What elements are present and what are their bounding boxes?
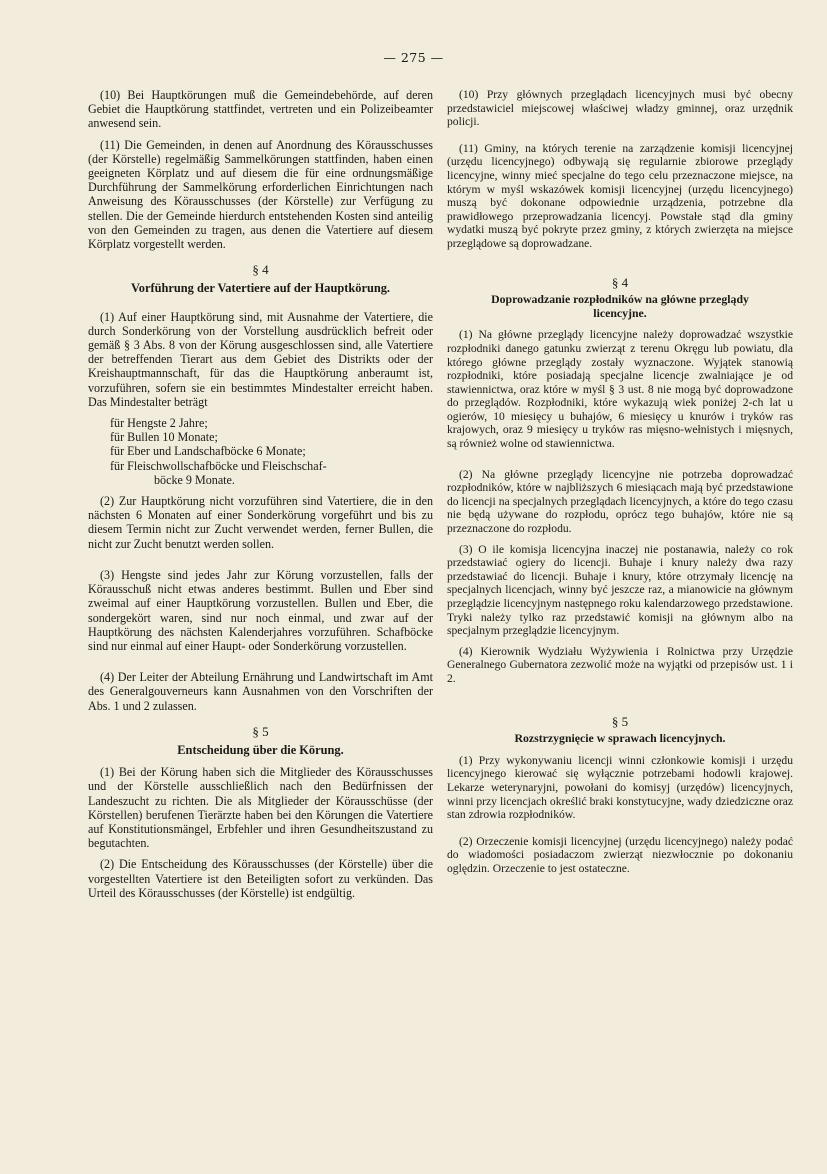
section-5-paragraph-2-pl: (2) Orzeczenie komisji licencyjnej (urzędu licencyjnego) należy podać do wiadomości posiadaczom zwierząt niezwłocznie po dokonaniu oględzin. Orzeczenie to jest ostateczne. [447,834,793,875]
section-5-paragraph-2: (2) Die Entscheidung des Körausschusses (der Körstelle) über die vorgestellten Vatertiere ist den Beteiligten sofort zu verkünden. Das Urteil des Körausschusses (der Körstelle) ist endgültig. [88,857,433,900]
section-5-paragraph-1: (1) Bei der Körung haben sich die Mitglieder des Körausschusses und der Körstelle ausschließlich nach den Bedürfnissen der Landeszucht zu richten. Die als Mitglieder der Körausschüsse (der Körstellen) berufenen Tierärzte haben bei den Körungen die Vatertiere auf Konstitutionsmängel, Erbfehler und ihren Gesundheitszustand zu begutachten. [88,765,433,851]
section-4-title-pl: Doprowadzanie rozpłodników na główne przeglądy licencyjne. [491,292,749,320]
age-item-boars: für Eber und Landschafböcke 6 Monate; [110,444,306,459]
section-4-title: Vorführung der Vatertiere auf der Hauptkörung. [130,281,391,296]
section-4-paragraph-1: (1) Auf einer Hauptkörung sind, mit Ausnahme der Vatertiere, die durch Sonderkörung von der Vorstellung ausdrücklich befreit oder gemäß § 3 Abs. 8 von der Körung ausgeschlossen sind, alle Vatertiere der betreffenden Tierart aus dem Gebiet des Distrikts oder der Kreishauptmannschaft, für das die Hauptkörung anberaumt ist, vorzuführen, sofern sie ein bestimmtes Mindestalter erreicht haben. Das Mindestalter beträgt [88,309,433,409]
section-4-paragraph-4-pl: (4) Kierownik Wydziału Wyżywienia i Rolnictwa przy Urzędzie Generalnego Gubernatora zezwolić może na wyjątki od przepisów ust. 1 i 2. [447,644,793,685]
paragraph-11: (11) Die Gemeinden, in denen auf Anordnung des Körausschusses (der Körstelle) regelmäßig Sammelkörungen stattfinden, haben einen geeigneten Körplatz und auf diesem die für eine ordnungsmäßige Durchführung der Sammelkörung erforderlichen Einrichtungen nach Anweisung des Körausschusses (der Körstelle) zur Verfügung zu stellen. Die der Gemeinde hierdurch entstehenden Kosten sind anteilig von den Gemeinden zu tragen, aus denen die Vatertiere auf diesem Körplatz vorgestellt werden. [88,137,433,252]
age-item-stallions: für Hengste 2 Jahre; [110,416,208,431]
paragraph-10: (10) Bei Hauptkörungen muß die Gemeindebehörde, auf deren Gebiet die Hauptkörung stattfindet, vertreten und ein Polizeibeamter anwesend sein. [88,88,433,131]
section-5-title-pl: Rozstrzygnięcie w sprawach licencyjnych. [514,731,726,746]
section-5-number-pl: § 5 [611,713,629,729]
paragraph-11-pl: (11) Gminy, na których terenie na zarządzenie komisji licencyjnej (urzędu licencyjnego) odbywają się regularnie zbiorowe przeglądy licencyjne, winny mieć specjalne do tego celu przeznaczone miejsce, na którym w myśl wskazówek komisji licencyjnej (urzędu licencyjnego) muszą być dokonane odpowiednie urządzenia, potrzebne dla prawidłowego przeprowadzania licencyj. Powstałe stąd dla gminy wydatki muszą być pokryte przez gminy, z których zwierzęta na miejsce przeglądowe są doprowadzane. [447,141,793,250]
german-column [88,88,433,907]
section-5-paragraph-1-pl: (1) Przy wykonywaniu licencji winni członkowie komisji i urzędu licencyjnego kierować się wyłącznie potrzebami hodowli krajowej. Lekarze weterynaryjni, powołani do komisyj (urzędów) licencyjnych, winni przy licencjach określić braki konstytucyjne, wady dziedziczne oraz stan zdrowia rozpłodników. [447,753,793,822]
page-number: — 275 — [383,50,444,65]
section-4-paragraph-2: (2) Zur Hauptkörung nicht vorzuführen sind Vatertiere, die in den nächsten 6 Monaten auf einer Sonderkörung vorgeführt und bis zu diesem Termin nicht zur Zucht verwendet werden, ferner Bullen, die nicht zur Zucht benutzt werden sollen. [88,494,433,551]
age-item-rams-continued: böcke 9 Monate. [154,472,235,487]
section-4-number: § 4 [252,262,269,278]
section-4-number-pl: § 4 [611,274,629,290]
age-item-rams: für Fleischwollschafböcke und Fleischschaf- [110,458,327,473]
paragraph-10-pl: (10) Przy głównych przeglądach licencyjnych musi być obecny przedstawiciel miejscowej właściwej władzy gminnej, oraz urzędnik policji. [447,88,793,129]
section-4-paragraph-2-pl: (2) Na główne przeglądy licencyjne nie potrzeba doprowadzać rozpłodników, które w najbliższych 6 miesiącach mają być przedstawione do licencji na specjalnych przeglądach licencyjnych, a które do tego czasu nie będą używane do rozpłodu, oprócz tego buhajów, które nie są przeznaczone do rozpłodu. [447,467,793,536]
polish-column [447,88,793,883]
section-4-paragraph-3-pl: (3) O ile komisja licencyjna inaczej nie postanawia, należy co rok przedstawiać ogiery do licencji. Buhaje i knury należy dwa razy przedstawiać do licencji. Buhaje i knury, które otrzymały licencję na specjalnych licencjach, winny być jeszcze raz, a mianowicie na głównym przeglądzie licencyjnym następnego roku kalendarzowego przedstawione. Tryki należy tylko raz przedstawić komisji na głównym albo na specjalnym przeglądzie licencyjnym. [447,542,793,638]
section-5-number: § 5 [252,723,269,739]
section-4-paragraph-1-pl: (1) Na główne przeglądy licencyjne należy doprowadzać wszystkie rozpłodniki danego gatunku zwierząt z terenu Okręgu lub powiatu, dla którego główne przeglądy zostały wyznaczone. Wyjątek stanowią rozpłodniki, które posiadają specjalne licencje zwalniające je od stawiennictwa, oraz które w myśl § 3 ust. 8 nie mogą być doprowadzone do przeglądów. Rozpłodniki, które wykazują wiek poniżej 2-ch lat u ogierów, 10 miesięcy u buhajów, 6 miesięcy u knurów i tryków ras krajowych, oraz 9 miesięcy u tryków ras mięsno-wełnistych i mięsnych, są również wolne od stawiennictwa. [447,328,793,451]
section-5-title: Entscheidung über die Körung. [177,742,344,757]
section-4-paragraph-4: (4) Der Leiter der Abteilung Ernährung und Landwirtschaft im Amt des Generalgouverneurs kann Ausnahmen von den Vorschriften der Abs. 1 und 2 zulassen. [88,670,433,713]
age-item-bulls: für Bullen 10 Monate; [110,430,218,445]
minimum-age-list [110,416,433,487]
section-4-paragraph-3: (3) Hengste sind jedes Jahr zur Körung vorzustellen, falls der Körausschuß nicht etwas anderes bestimmt. Bullen und Eber sind zweimal auf einer Hauptkörung vorzustellen. Bullen und Eber, die sondergekört waren, sind nur noch einmal, und zwar auf der Hauptkörung des nächsten Kalenderjahres vorzuführen. Schafböcke sind nur einmal auf einer Haupt- oder Sonderkörung vorzustellen. [88,567,433,653]
